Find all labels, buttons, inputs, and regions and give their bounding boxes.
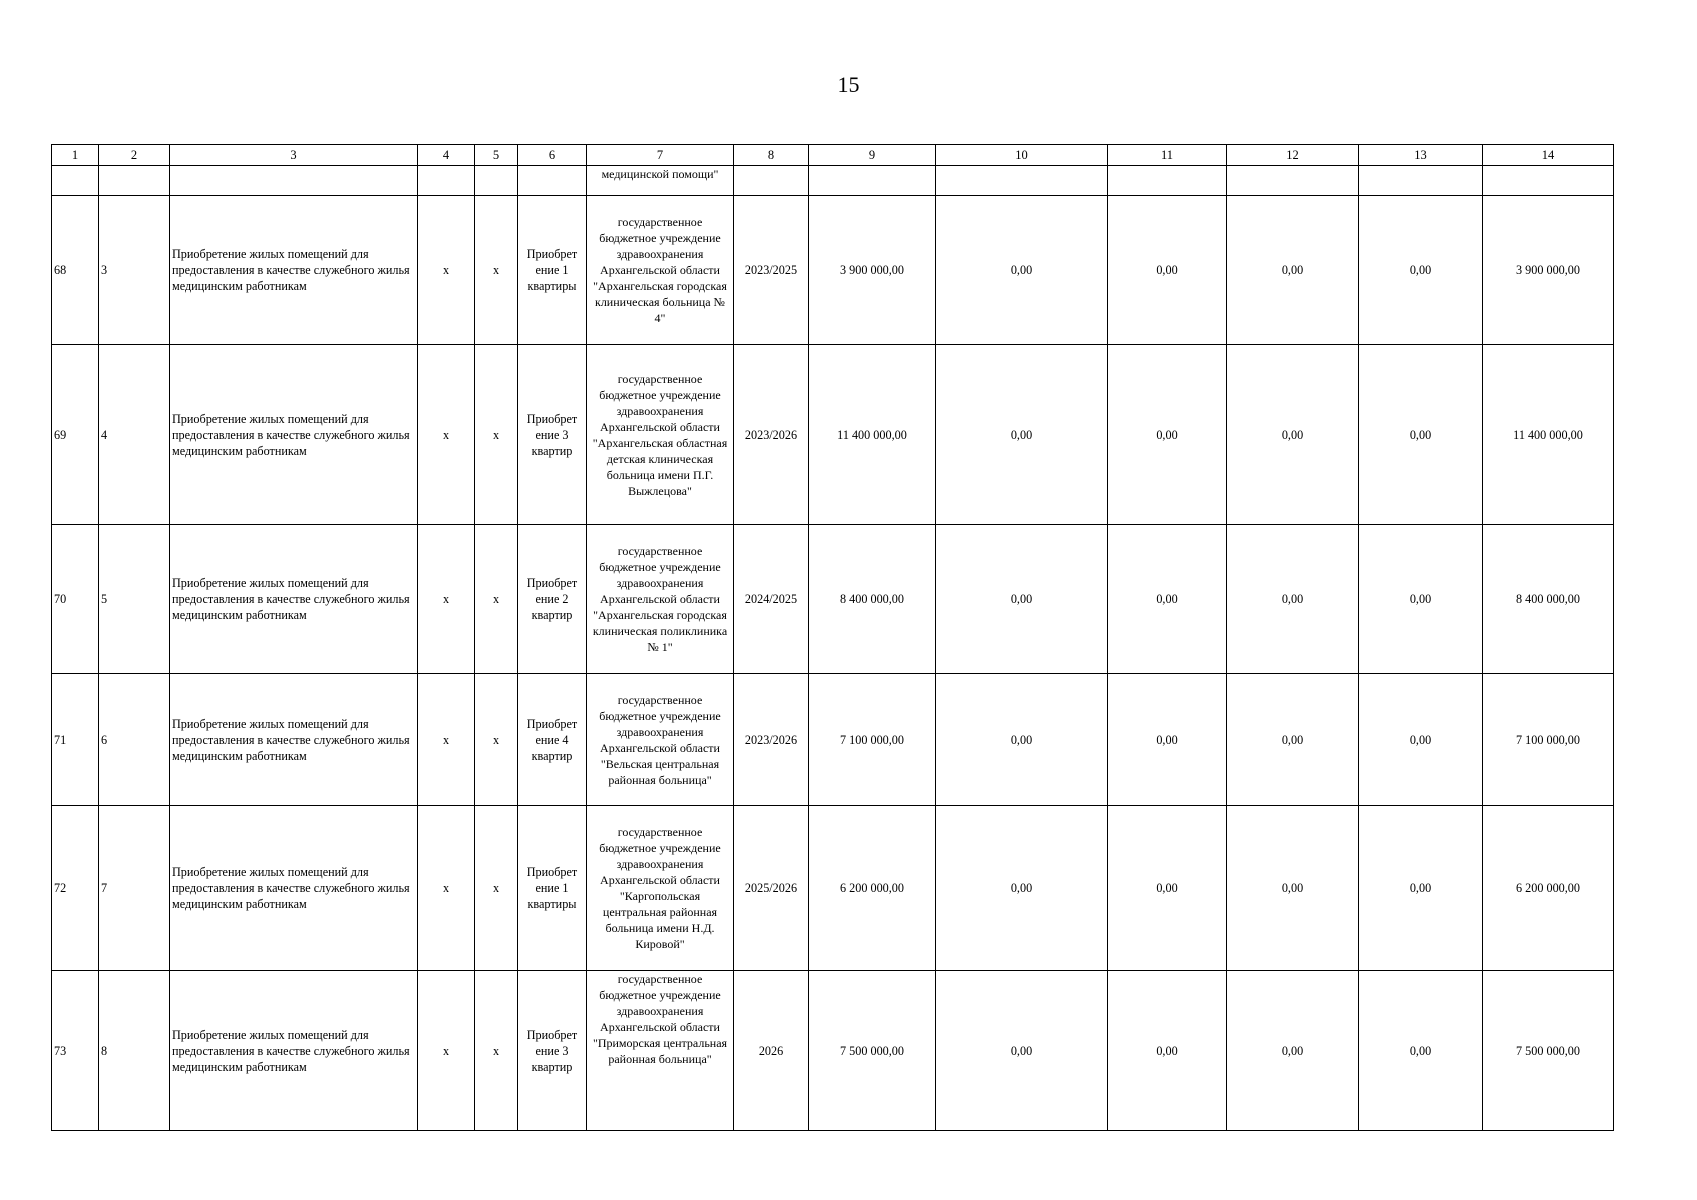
- row-total: 11 400 000,00: [809, 345, 936, 525]
- table-row: [52, 525, 1614, 674]
- row-name: Приобретение жилых помещений для предоставления в качестве служебного жилья медицинским работникам: [170, 806, 418, 971]
- row-col5: х: [475, 196, 518, 345]
- page-number: 15: [837, 72, 860, 97]
- row-col10: 0,00: [936, 806, 1108, 971]
- row-total: 6 200 000,00: [809, 806, 936, 971]
- row-number: 72: [52, 806, 99, 971]
- row-col12: 0,00: [1227, 345, 1359, 525]
- row-total: 8 400 000,00: [809, 525, 936, 674]
- row-period: 2026: [734, 971, 809, 1131]
- row-period: 2025/2026: [734, 806, 809, 971]
- row-col12: 0,00: [1227, 525, 1359, 674]
- column-header: 9: [809, 145, 936, 166]
- table-row: [52, 971, 1614, 1131]
- column-header: 10: [936, 145, 1108, 166]
- table-row: [52, 196, 1614, 345]
- row-period: 2023/2025: [734, 196, 809, 345]
- row-subnumber: 4: [99, 345, 170, 525]
- column-header: 14: [1483, 145, 1614, 166]
- row-subnumber: 5: [99, 525, 170, 674]
- row-col13: 0,00: [1359, 674, 1483, 806]
- row-col12: 0,00: [1227, 806, 1359, 971]
- column-header: 11: [1108, 145, 1227, 166]
- row-col14: 11 400 000,00: [1483, 345, 1614, 525]
- row-col11: 0,00: [1108, 525, 1227, 674]
- row-subnumber: 6: [99, 674, 170, 806]
- row-col14: 6 200 000,00: [1483, 806, 1614, 971]
- row-recipient: государственное бюджетное учреждение здравоохранения Архангельской области "Каргопольская центральная районная больница имени Н.Д. Кировой": [587, 806, 734, 971]
- row-col11: 0,00: [1108, 806, 1227, 971]
- row-col12: 0,00: [1227, 971, 1359, 1131]
- row-col4: х: [418, 196, 475, 345]
- row-col14: 7 100 000,00: [1483, 674, 1614, 806]
- row-col11: 0,00: [1108, 196, 1227, 345]
- column-header: 13: [1359, 145, 1483, 166]
- row-recipient: государственное бюджетное учреждение здравоохранения Архангельской области "Архангельская городская клиническая больница № 4": [587, 196, 734, 345]
- table-row: [52, 345, 1614, 525]
- row-name: Приобретение жилых помещений для предоставления в качестве служебного жилья медицинским работникам: [170, 345, 418, 525]
- table-row: [52, 674, 1614, 806]
- row-col12: 0,00: [1227, 674, 1359, 806]
- column-header: 6: [518, 145, 587, 166]
- row-col5: х: [475, 971, 518, 1131]
- column-header: 8: [734, 145, 809, 166]
- row-col5: х: [475, 525, 518, 674]
- row-recipient: государственное бюджетное учреждение здравоохранения Архангельской области "Приморская центральная районная больница": [587, 971, 734, 1131]
- column-header: 2: [99, 145, 170, 166]
- row-total: 7 100 000,00: [809, 674, 936, 806]
- column-header: 5: [475, 145, 518, 166]
- row-col5: х: [475, 345, 518, 525]
- row-number: 73: [52, 971, 99, 1131]
- row-col13: 0,00: [1359, 806, 1483, 971]
- row-col14: 7 500 000,00: [1483, 971, 1614, 1131]
- row-name: Приобретение жилых помещений для предоставления в качестве служебного жилья медицинским работникам: [170, 525, 418, 674]
- column-header: 3: [170, 145, 418, 166]
- row-col10: 0,00: [936, 525, 1108, 674]
- row-action: Приобрет ение 3 квартир: [518, 971, 587, 1131]
- budget-table: [51, 144, 1614, 1131]
- row-col13: 0,00: [1359, 345, 1483, 525]
- row-col12: 0,00: [1227, 196, 1359, 345]
- row-number: 71: [52, 674, 99, 806]
- column-header: 12: [1227, 145, 1359, 166]
- row-action: Приобрет ение 2 квартир: [518, 525, 587, 674]
- continuation-recipient: медицинской помощи": [587, 166, 734, 196]
- row-col5: х: [475, 674, 518, 806]
- row-action: Приобрет ение 1 квартиры: [518, 806, 587, 971]
- column-number-header: [52, 145, 1614, 166]
- row-col5: х: [475, 806, 518, 971]
- row-col4: х: [418, 674, 475, 806]
- row-col4: х: [418, 806, 475, 971]
- row-subnumber: 3: [99, 196, 170, 345]
- row-col11: 0,00: [1108, 971, 1227, 1131]
- row-name: Приобретение жилых помещений для предоставления в качестве служебного жилья медицинским работникам: [170, 196, 418, 345]
- row-recipient: государственное бюджетное учреждение здравоохранения Архангельской области "Архангельская городская клиническая поликлиника № 1": [587, 525, 734, 674]
- row-total: 7 500 000,00: [809, 971, 936, 1131]
- row-name: Приобретение жилых помещений для предоставления в качестве служебного жилья медицинским работникам: [170, 971, 418, 1131]
- column-header: 1: [52, 145, 99, 166]
- row-action: Приобрет ение 4 квартир: [518, 674, 587, 806]
- row-col4: х: [418, 971, 475, 1131]
- row-subnumber: 8: [99, 971, 170, 1131]
- row-name: Приобретение жилых помещений для предоставления в качестве служебного жилья медицинским работникам: [170, 674, 418, 806]
- row-col4: х: [418, 525, 475, 674]
- row-col13: 0,00: [1359, 971, 1483, 1131]
- row-period: 2023/2026: [734, 345, 809, 525]
- row-period: 2023/2026: [734, 674, 809, 806]
- column-header: 4: [418, 145, 475, 166]
- row-action: Приобрет ение 1 квартиры: [518, 196, 587, 345]
- column-header: 7: [587, 145, 734, 166]
- row-number: 70: [52, 525, 99, 674]
- row-col10: 0,00: [936, 674, 1108, 806]
- row-col10: 0,00: [936, 971, 1108, 1131]
- row-number: 68: [52, 196, 99, 345]
- row-col10: 0,00: [936, 345, 1108, 525]
- table-row: [52, 806, 1614, 971]
- row-col14: 8 400 000,00: [1483, 525, 1614, 674]
- row-period: 2024/2025: [734, 525, 809, 674]
- row-total: 3 900 000,00: [809, 196, 936, 345]
- row-recipient: государственное бюджетное учреждение здравоохранения Архангельской области "Вельская центральная районная больница": [587, 674, 734, 806]
- row-subnumber: 7: [99, 806, 170, 971]
- row-number: 69: [52, 345, 99, 525]
- row-col10: 0,00: [936, 196, 1108, 345]
- row-col11: 0,00: [1108, 674, 1227, 806]
- row-col4: х: [418, 345, 475, 525]
- row-col11: 0,00: [1108, 345, 1227, 525]
- row-col13: 0,00: [1359, 525, 1483, 674]
- row-col14: 3 900 000,00: [1483, 196, 1614, 345]
- row-action: Приобрет ение 3 квартир: [518, 345, 587, 525]
- row-recipient: государственное бюджетное учреждение здравоохранения Архангельской области "Архангельская областная детская клиническая больница имени П.Г. Выжлецова": [587, 345, 734, 525]
- continuation-row: [52, 166, 1614, 196]
- row-col13: 0,00: [1359, 196, 1483, 345]
